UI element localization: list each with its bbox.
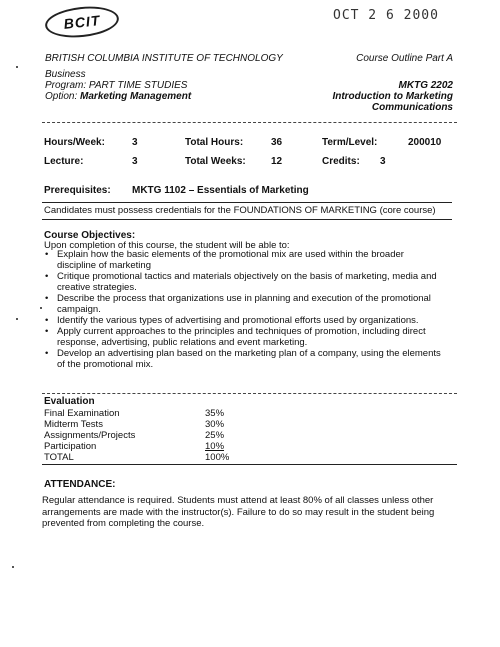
bullet-icon: •: [45, 326, 49, 337]
bullet-icon: •: [45, 315, 49, 326]
evaluation-value: 30%: [205, 419, 225, 430]
evaluation-value: 35%: [205, 408, 225, 419]
objective-line: Identify the various types of advertising and promotional efforts used by organizations.: [57, 315, 419, 326]
evaluation-label: Final Examination: [44, 408, 120, 419]
credits-label: Credits:: [322, 156, 360, 167]
lecture-value: 3: [132, 156, 138, 167]
objective-line: Describe the process that organizations use in planning and execution of the promotional: [57, 293, 431, 304]
evaluation-label: Participation: [44, 441, 97, 452]
course-title-line-2: Communications: [371, 102, 453, 113]
course-code: MKTG 2202: [398, 80, 453, 91]
attendance-line: arrangements are made with the instructor(s). Failure to do so may result in the student being: [42, 506, 435, 518]
attendance-line: prevented from completing the course.: [42, 518, 205, 529]
program-name: Program: PART TIME STUDIES: [45, 80, 188, 91]
attendance-heading: ATTENDANCE:: [44, 479, 116, 490]
attendance-paragraph: [42, 495, 452, 530]
objectives-heading: Course Objectives:: [44, 230, 136, 241]
credits-value: 3: [380, 156, 386, 167]
date-stamp: OCT 2 6 2000: [333, 8, 439, 23]
scan-speck: [16, 318, 18, 320]
evaluation-divider: [42, 464, 457, 465]
objective-item: [42, 293, 462, 315]
objective-line: Explain how the basic elements of the promotional mix are used within the broader: [57, 249, 404, 260]
objective-line: discipline of marketing: [57, 260, 151, 271]
objective-item: [42, 315, 462, 326]
bcit-logo: [44, 3, 121, 41]
objectives-intro: Upon completion of this course, the student will be able to:: [44, 240, 290, 251]
total-hours-value: 36: [271, 137, 283, 148]
term-level-value: 200010: [408, 137, 442, 148]
logo-text: BCIT: [62, 12, 102, 32]
school-name: Business: [45, 69, 86, 80]
prerequisite-note: Candidates must possess credentials for the FOUNDATIONS OF MARKETING (core course): [44, 205, 436, 216]
document-type: Course Outline Part A: [356, 53, 453, 64]
objective-item: [42, 249, 462, 271]
evaluation-value: 10%: [205, 441, 225, 452]
evaluation-value: 25%: [205, 430, 225, 441]
objective-line: creative strategies.: [57, 282, 137, 293]
option-label: Option:: [45, 91, 78, 102]
prerequisites-value: MKTG 1102 – Essentials of Marketing: [132, 185, 309, 196]
evaluation-label: Assignments/Projects: [44, 430, 136, 441]
evaluation-label: Midterm Tests: [44, 419, 103, 430]
evaluation-total-label: TOTAL: [44, 452, 74, 463]
objective-item: [42, 348, 462, 370]
objectives-divider: [42, 393, 457, 394]
hours-week-label: Hours/Week:: [44, 137, 105, 148]
objective-line: Critique promotional tactics and materials objectively on the basis of marketing, media and: [57, 271, 437, 282]
total-weeks-label: Total Weeks:: [185, 156, 246, 167]
scan-speck: [16, 66, 18, 68]
objective-line: Develop an advertising plan based on the marketing plan of a company, using the elements: [57, 348, 441, 359]
lecture-label: Lecture:: [44, 156, 84, 167]
header-divider: [42, 122, 457, 123]
bullet-icon: •: [45, 293, 49, 304]
prerequisites-label: Prerequisites:: [44, 185, 111, 196]
total-hours-label: Total Hours:: [185, 137, 244, 148]
bullet-icon: •: [45, 249, 49, 260]
objective-item: [42, 326, 462, 348]
bullet-icon: •: [45, 348, 49, 359]
option-value: Marketing Management: [80, 91, 192, 102]
course-title-line-1: Introduction to Marketing: [332, 91, 453, 102]
institute-name: BRITISH COLUMBIA INSTITUTE OF TECHNOLOGY: [45, 53, 283, 64]
objective-item: [42, 271, 462, 293]
evaluation-heading: Evaluation: [44, 396, 95, 407]
total-weeks-value: 12: [271, 156, 283, 167]
objective-line: campaign.: [57, 304, 101, 315]
objectives-list: [42, 249, 462, 370]
scan-speck: [12, 566, 14, 568]
bullet-icon: •: [45, 271, 49, 282]
scan-speck: [40, 307, 42, 309]
objective-line: of the promotional mix.: [57, 359, 154, 370]
evaluation-total-value: 100%: [205, 452, 230, 463]
term-level-label: Term/Level:: [322, 137, 378, 148]
hours-week-value: 3: [132, 137, 138, 148]
objective-line: response, advertising, public relations and event marketing.: [57, 337, 308, 348]
attendance-line: Regular attendance is required. Students must attend at least 80% of all classes unless other: [42, 495, 434, 506]
program-option: [45, 91, 191, 102]
objective-line: Apply current approaches to the principles and techniques of promotion, including direct: [57, 326, 426, 337]
